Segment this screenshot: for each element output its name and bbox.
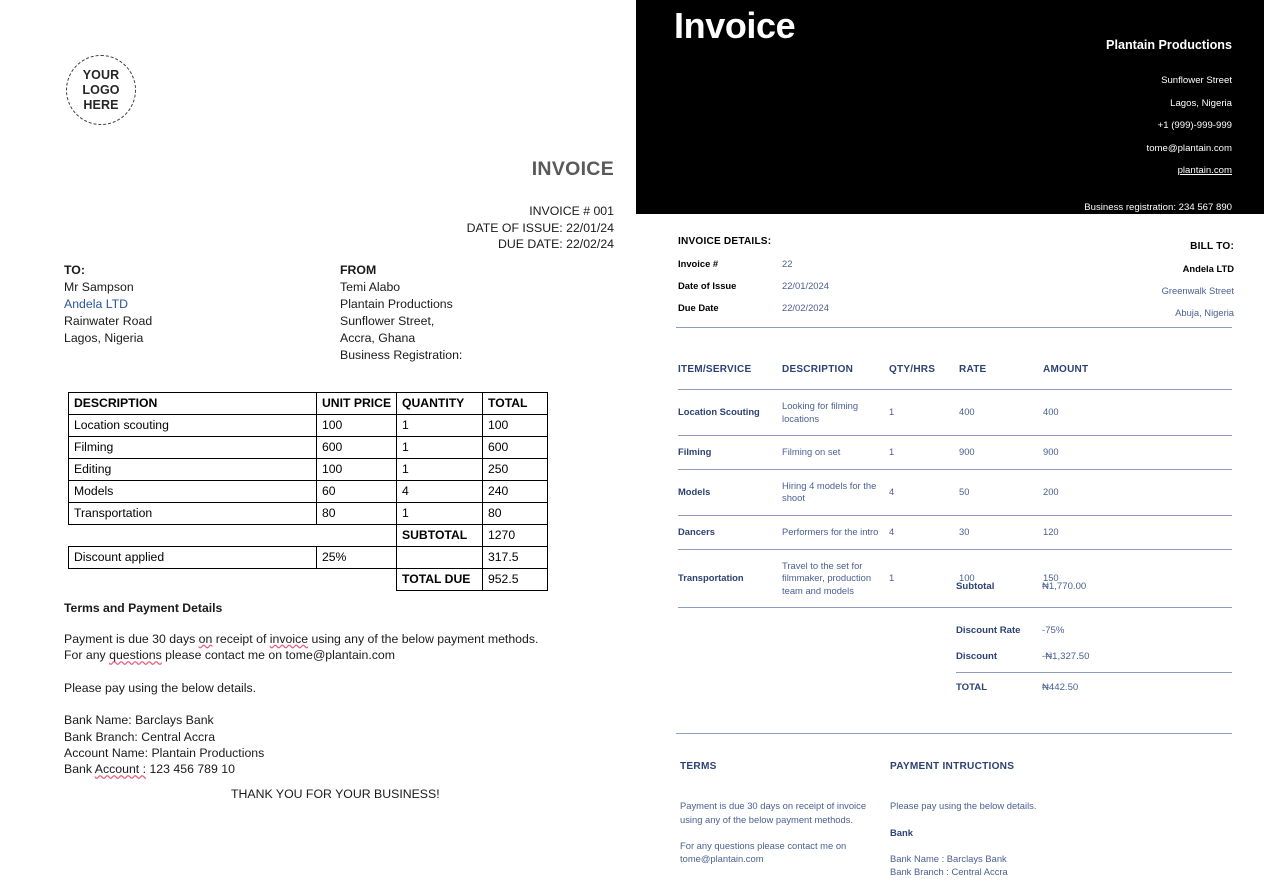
invoice-hero-title: Invoice bbox=[674, 5, 796, 46]
payment-column-heading: PAYMENT INTRUCTIONS bbox=[890, 761, 1015, 772]
payment-bank-branch: Bank Branch : Central Accra bbox=[890, 866, 1008, 878]
cell-description: Hiring 4 models for the shoot bbox=[782, 469, 889, 515]
cell-rate: 100 bbox=[959, 549, 1043, 608]
table-row bbox=[69, 481, 548, 503]
cell-description: Travel to the set for filmmaker, production team and models bbox=[782, 549, 889, 608]
detail-value: 22 bbox=[782, 258, 793, 269]
terms-bank-block bbox=[64, 712, 584, 778]
from-city: Accra, Ghana bbox=[340, 330, 416, 345]
cell-description: Location scouting bbox=[69, 415, 317, 437]
detail-key: Date of Issue bbox=[678, 280, 737, 291]
from-block bbox=[340, 262, 564, 363]
hero-phone: +1 (999)-999-999 bbox=[1157, 120, 1232, 132]
col-unit-price: UNIT PRICE bbox=[317, 393, 397, 415]
cell-quantity: 1 bbox=[397, 503, 483, 525]
hero-street: Sunflower Street bbox=[1161, 75, 1232, 86]
spellcheck-word-questions: questions bbox=[109, 648, 162, 663]
terms-text-b: receipt of bbox=[212, 632, 270, 646]
detail-value: 22/01/2024 bbox=[782, 280, 829, 291]
terms-text-a: Payment is due 30 days bbox=[64, 632, 199, 646]
cell-unit-price: 600 bbox=[317, 437, 397, 459]
bank-account-number: 123 456 789 10 bbox=[146, 762, 235, 777]
bill-to-city: Lagos, Nigeria bbox=[64, 330, 144, 345]
totals-spacer bbox=[956, 592, 1232, 625]
terms-column bbox=[680, 760, 872, 878]
payment-column-paragraph: Please pay using the below details. bbox=[890, 800, 1037, 812]
discount-empty-cell bbox=[397, 547, 483, 569]
bank-account-prefix: Bank bbox=[64, 762, 95, 777]
subtotal-value: ₦1,770.00 bbox=[1042, 581, 1087, 592]
bill-to-block-rendered bbox=[1162, 236, 1234, 324]
totals-row-discount-rate bbox=[956, 625, 1232, 636]
cell-description: Filming on set bbox=[782, 436, 889, 470]
from-company: Plantain Productions bbox=[340, 296, 453, 311]
detail-row-date-of-issue bbox=[678, 280, 1234, 291]
cell-rate: 30 bbox=[959, 515, 1043, 549]
discount-value: -₦1,327.50 bbox=[1042, 651, 1090, 662]
totals-row-subtotal bbox=[956, 581, 1232, 592]
col-rate: RATE bbox=[959, 364, 1043, 390]
spacer-cell bbox=[317, 525, 397, 547]
payment-column-subheading: Bank bbox=[890, 826, 913, 838]
col-total: TOTAL bbox=[483, 393, 548, 415]
invoice-number: INVOICE # 001 bbox=[529, 204, 614, 218]
invoice-hero-registration: Business registration: 234 567 890 bbox=[1084, 202, 1232, 213]
table-row bbox=[678, 515, 1232, 549]
payment-instructions-column bbox=[890, 760, 1140, 891]
cell-qty: 4 bbox=[889, 469, 959, 515]
totals-row-total bbox=[956, 672, 1232, 693]
discount-label: Discount bbox=[956, 651, 998, 662]
total-label: TOTAL bbox=[956, 682, 988, 693]
table-header-row bbox=[69, 393, 548, 415]
cell-quantity: 4 bbox=[397, 481, 483, 503]
total-due-row bbox=[69, 569, 548, 591]
discount-rate: 25% bbox=[317, 547, 397, 569]
discount-rate-label: Discount Rate bbox=[956, 625, 1021, 636]
logo-placeholder bbox=[66, 55, 136, 125]
table-row bbox=[69, 437, 548, 459]
bank-branch: Bank Branch: Central Accra bbox=[64, 729, 216, 744]
col-qty-hrs: QTY/HRS bbox=[889, 364, 959, 390]
bill-to-name: Mr Sampson bbox=[64, 279, 134, 294]
table-row bbox=[678, 436, 1232, 470]
details-divider bbox=[676, 327, 1232, 328]
detail-row-due-date bbox=[678, 302, 1234, 313]
cell-item: Filming bbox=[678, 436, 782, 470]
spacer-cell bbox=[69, 525, 317, 547]
invoice-hero-contact bbox=[1147, 70, 1232, 183]
terms-column-paragraph-1: Payment is due 30 days on receipt of invoice using any of the below payment methods. bbox=[680, 800, 867, 825]
invoice-details-heading: INVOICE DETAILS: bbox=[678, 236, 772, 247]
cell-item: Dancers bbox=[678, 515, 782, 549]
cell-total: 250 bbox=[483, 459, 548, 481]
cell-unit-price: 80 bbox=[317, 503, 397, 525]
bill-to-city: Abuja, Nigeria bbox=[1175, 307, 1234, 318]
cell-amount: 120 bbox=[1043, 515, 1232, 549]
cell-description: Looking for filming locations bbox=[782, 390, 889, 436]
total-due-value: 952.5 bbox=[483, 569, 548, 591]
cell-quantity: 1 bbox=[397, 459, 483, 481]
cell-unit-price: 100 bbox=[317, 415, 397, 437]
spellcheck-word-invoice: invoice bbox=[269, 632, 309, 646]
invoice-date-of-issue: DATE OF ISSUE: 22/01/24 bbox=[466, 220, 614, 235]
terms-column-heading: TERMS bbox=[680, 761, 717, 772]
table-row bbox=[69, 459, 548, 481]
totals-block bbox=[956, 581, 1232, 693]
cell-item: Transportation bbox=[678, 549, 782, 608]
spacer-cell bbox=[69, 569, 317, 591]
cell-rate: 400 bbox=[959, 390, 1043, 436]
col-description: DESCRIPTION bbox=[69, 393, 317, 415]
subtotal-label: SUBTOTAL bbox=[397, 525, 483, 547]
subtotal-value: 1270 bbox=[483, 525, 548, 547]
totals-spacer bbox=[956, 636, 1232, 651]
cell-amount: 400 bbox=[1043, 390, 1232, 436]
items-header-row bbox=[678, 364, 1232, 390]
table-row bbox=[69, 503, 548, 525]
table-row bbox=[678, 390, 1232, 436]
cell-description: Transportation bbox=[69, 503, 317, 525]
discount-label: Discount applied bbox=[69, 547, 317, 569]
bill-to-company: Andela LTD bbox=[64, 296, 129, 311]
bill-to-name: Andela LTD bbox=[1182, 263, 1234, 274]
bill-to-heading: BILL TO: bbox=[1190, 241, 1234, 252]
cell-item: Models bbox=[678, 469, 782, 515]
hero-city: Lagos, Nigeria bbox=[1170, 97, 1232, 109]
cell-quantity: 1 bbox=[397, 415, 483, 437]
terms-heading: Terms and Payment Details bbox=[64, 601, 223, 615]
logo-line-3: HERE bbox=[83, 97, 119, 112]
cell-qty: 4 bbox=[889, 515, 959, 549]
spacer-cell bbox=[317, 569, 397, 591]
bill-to-block bbox=[64, 262, 340, 363]
hero-email: tome@plantain.com bbox=[1146, 142, 1232, 154]
invoice-details-block bbox=[678, 236, 1234, 318]
terms-paragraph-payment bbox=[64, 631, 584, 664]
cell-amount: 200 bbox=[1043, 469, 1232, 515]
cell-description: Editing bbox=[69, 459, 317, 481]
cell-unit-price: 60 bbox=[317, 481, 397, 503]
cell-total: 80 bbox=[483, 503, 548, 525]
page-title: INVOICE bbox=[531, 158, 614, 180]
cell-amount: 900 bbox=[1043, 436, 1232, 470]
col-quantity: QUANTITY bbox=[397, 393, 483, 415]
cell-rate: 50 bbox=[959, 469, 1043, 515]
subtotal-label: Subtotal bbox=[956, 581, 995, 592]
cell-qty: 1 bbox=[889, 436, 959, 470]
terms-text-e: please contact me on tome@plantain.com bbox=[161, 648, 396, 663]
from-name: Temi Alabo bbox=[340, 279, 401, 294]
discount-value: 317.5 bbox=[483, 547, 548, 569]
from-label: FROM bbox=[340, 263, 377, 277]
invoice-hero-company: Plantain Productions bbox=[1106, 38, 1232, 52]
payment-bank-lines bbox=[890, 852, 1140, 879]
invoice-due-date: DUE DATE: 22/02/24 bbox=[498, 237, 614, 252]
line-items-table bbox=[68, 392, 548, 591]
terms-text-c: using any of the below payment methods. bbox=[308, 632, 539, 646]
bank-name: Bank Name: Barclays Bank bbox=[64, 713, 214, 728]
col-description: DESCRIPTION bbox=[782, 364, 889, 390]
col-amount: AMOUNT bbox=[1043, 364, 1232, 390]
spellcheck-word-account: Account : bbox=[94, 762, 147, 777]
total-value: ₦442.50 bbox=[1042, 682, 1079, 693]
invoice-hero-banner bbox=[636, 0, 1264, 214]
subtotal-row bbox=[69, 525, 548, 547]
cell-rate: 900 bbox=[959, 436, 1043, 470]
bill-to-street: Rainwater Road bbox=[64, 313, 153, 328]
thank-you-message: THANK YOU FOR YOUR BUSINESS! bbox=[231, 787, 440, 801]
table-row bbox=[69, 415, 548, 437]
from-street: Sunflower Street, bbox=[340, 313, 435, 328]
cell-description: Performers for the intro bbox=[782, 515, 889, 549]
cell-amount: 150 bbox=[1043, 549, 1232, 608]
cell-qty: 1 bbox=[889, 390, 959, 436]
discount-row bbox=[69, 547, 548, 569]
cell-qty: 1 bbox=[889, 549, 959, 608]
bill-to-label: TO: bbox=[64, 263, 85, 277]
spellcheck-word-on: on bbox=[198, 632, 213, 646]
terms-body bbox=[64, 631, 584, 778]
cell-item: Location Scouting bbox=[678, 390, 782, 436]
account-name: Account Name: Plantain Productions bbox=[64, 746, 265, 761]
footer-divider bbox=[676, 733, 1232, 734]
rendered-line-items-table bbox=[678, 364, 1232, 608]
from-registration: Business Registration: bbox=[340, 347, 463, 362]
parties-block bbox=[64, 262, 564, 363]
payment-bank-name: Bank Name : Barclays Bank bbox=[890, 852, 1007, 864]
table-row bbox=[678, 469, 1232, 515]
cell-description: Filming bbox=[69, 437, 317, 459]
cell-unit-price: 100 bbox=[317, 459, 397, 481]
total-due-label: TOTAL DUE bbox=[397, 569, 483, 591]
source-document-pane bbox=[0, 0, 636, 851]
logo-line-2: LOGO bbox=[82, 82, 120, 97]
terms-text-d: For any bbox=[64, 648, 110, 663]
detail-key: Invoice # bbox=[678, 258, 719, 269]
terms-paragraph-paydetails: Please pay using the below details. bbox=[64, 680, 257, 695]
logo-line-1: YOUR bbox=[82, 67, 120, 82]
terms-column-paragraph-2: For any questions please contact me on tome@plantain.com bbox=[680, 839, 847, 865]
invoice-meta bbox=[467, 203, 614, 253]
discount-rate-value: -75% bbox=[1042, 625, 1065, 636]
totals-row-discount bbox=[956, 651, 1232, 662]
cell-total: 100 bbox=[483, 415, 548, 437]
cell-quantity: 1 bbox=[397, 437, 483, 459]
cell-total: 600 bbox=[483, 437, 548, 459]
detail-value: 22/02/2024 bbox=[782, 302, 829, 313]
cell-total: 240 bbox=[483, 481, 548, 503]
detail-row-invoice-number bbox=[678, 258, 1234, 269]
col-item-service: ITEM/SERVICE bbox=[678, 364, 782, 390]
cell-description: Models bbox=[69, 481, 317, 503]
hero-website-link[interactable]: plantain.com bbox=[1177, 165, 1232, 177]
detail-key: Due Date bbox=[678, 302, 719, 313]
bill-to-street: Greenwalk Street bbox=[1161, 285, 1234, 296]
